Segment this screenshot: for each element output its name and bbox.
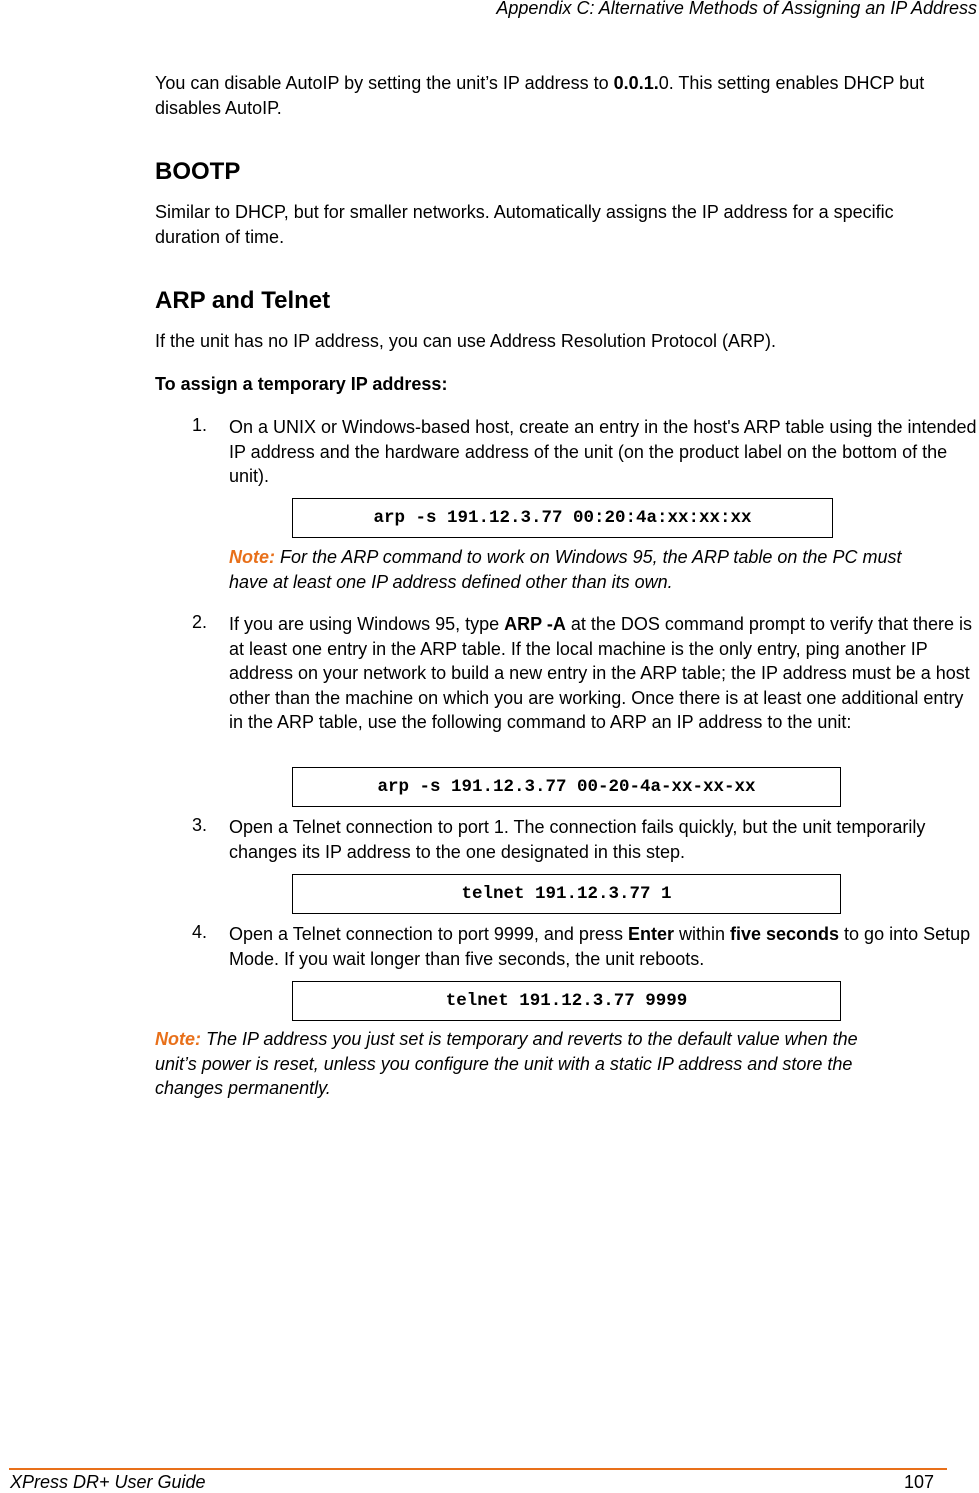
note-2-label: Note: (155, 1029, 201, 1049)
step-2-text-end: at the DOS command prompt to verify that there is at least one entry in the ARP table. If the local machine is the only entry, ping another IP address on your network to build a new entry in the ARP table; the IP address must be a host other than the machine on which you are working. Once there is at least one additional entry in the ARP table, use the following command to ARP an IP address to the unit: (229, 614, 973, 732)
step-4-text-start: Open a Telnet connection to port 9999, and press (229, 924, 628, 944)
note-1 (229, 545, 909, 594)
step-4-text (229, 922, 979, 971)
note-1-label: Note: (229, 547, 275, 567)
bootp-heading: BOOTP (155, 158, 241, 185)
note-1-text: For the ARP command to work on Windows 95, the ARP table on the PC must have at least one IP address defined other than its own. (229, 547, 902, 592)
intro-paragraph (155, 71, 965, 120)
code-block-1: arp -s 191.12.3.77 00:20:4a:xx:xx:xx (292, 498, 833, 538)
procedure-title: To assign a temporary IP address: (155, 374, 448, 394)
code-block-4: telnet 191.12.3.77 9999 (292, 981, 841, 1021)
step-2-text-start: If you are using Windows 95, type (229, 614, 505, 634)
bootp-paragraph: Similar to DHCP, but for smaller networks. Automatically assigns the IP address for a specific duration of time. (155, 202, 894, 247)
page-number: 107 (904, 1472, 935, 1492)
arp-paragraph: If the unit has no IP address, you can use Address Resolution Protocol (ARP). (155, 331, 777, 351)
intro-text-end: 0. This setting enables DHCP but disables AutoIP. (155, 73, 925, 118)
step-1-text: On a UNIX or Windows-based host, create an entry in the host's ARP table using the intended IP address and the hardware address of the unit (on the product label on the bottom of the unit). (229, 417, 977, 486)
intro-text: You can disable AutoIP by setting the unit’s IP address to (155, 73, 614, 93)
arp-heading: ARP and Telnet (155, 287, 331, 314)
note-2-text: The IP address you just set is temporary and reverts to the default value when the unit’s power is reset, unless you configure the unit with a static IP address and store the changes permanently. (155, 1029, 858, 1098)
code-block-3: telnet 191.12.3.77 1 (292, 874, 841, 914)
code-block-2: arp -s 191.12.3.77 00-20-4a-xx-xx-xx (292, 767, 841, 807)
step-2-number: 2. (192, 612, 208, 632)
step-4-five-seconds-bold: five seconds (730, 924, 840, 944)
step-3-text: Open a Telnet connection to port 1. The connection fails quickly, but the unit temporarily changes its IP address to the one designated in this step. (229, 817, 926, 862)
footer-rule (9, 1468, 947, 1470)
step-1-number: 1. (192, 415, 208, 435)
note-2 (155, 1027, 895, 1101)
step-4-number: 4. (192, 922, 208, 942)
step-4-text-mid: within (673, 924, 730, 944)
step-2-text (229, 612, 979, 735)
intro-ip-bold: 0.0.1. (613, 73, 659, 93)
footer-guide-title: XPress DR+ User Guide (10, 1472, 206, 1492)
step-4-enter-bold: Enter (627, 924, 674, 944)
step-2-command-bold: ARP -A (504, 614, 566, 634)
page-header: Appendix C: Alternative Methods of Assigning an IP Address (496, 0, 977, 18)
step-4-text-end: to go into Setup Mode. If you wait longer than five seconds, the unit reboots. (229, 924, 971, 969)
step-3-number: 3. (192, 815, 208, 835)
